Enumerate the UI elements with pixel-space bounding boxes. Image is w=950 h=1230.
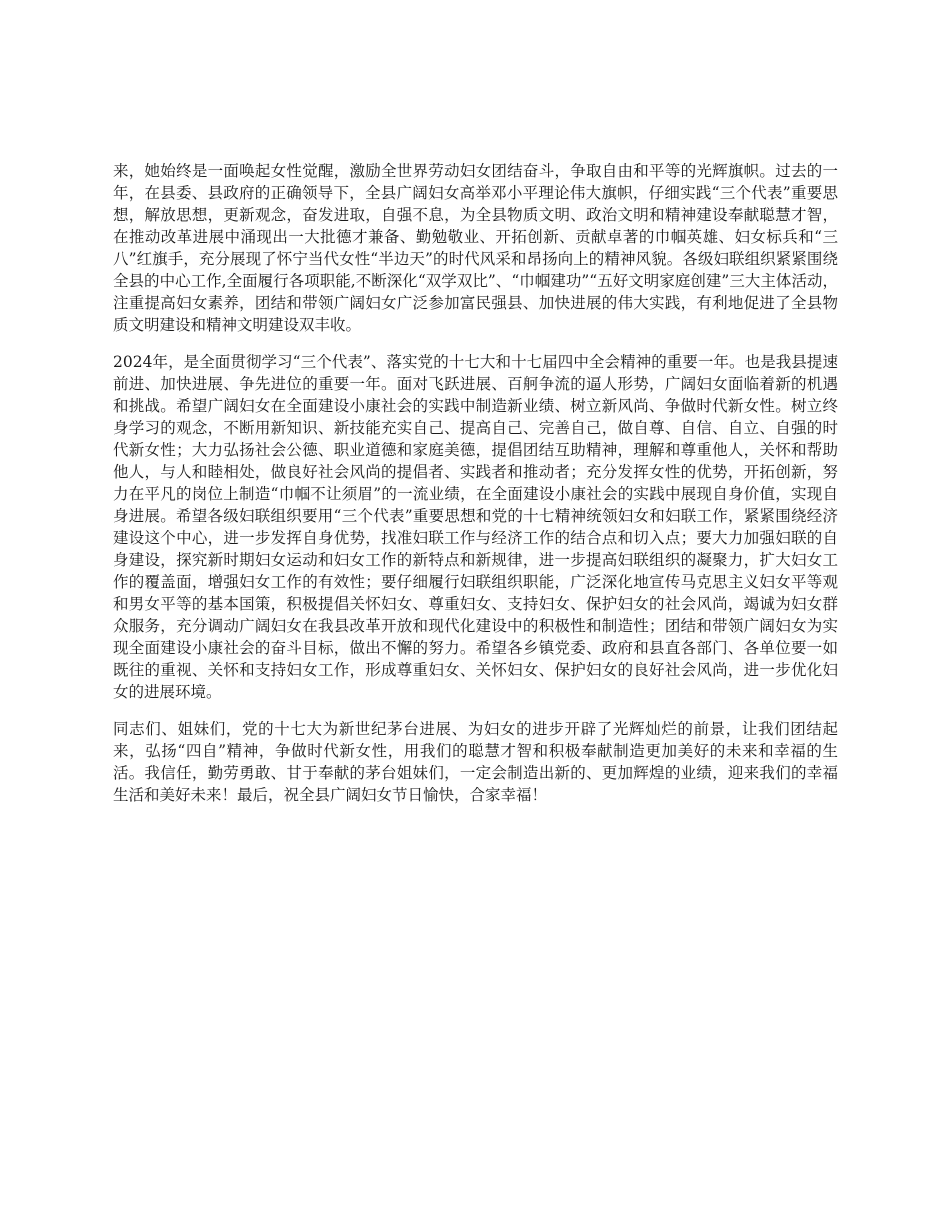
document-body [113, 160, 838, 821]
paragraph-2: 2024年，是全面贯彻学习“三个代表”、落实党的十七大和十七届四中全会精神的重要一年。也是我县提速前进、加快进展、争先进位的重要一年。面对飞跃进展、百舸争流的逼人形势，广阔妇女面临着新的机遇和挑战。希望广阔妇女在全面建设小康社会的实践中制造新业绩、树立新风尚、争做时代新女性。树立终身学习的观念，不断用新知识、新技能充实自己、提高自己、完善自己，做自尊、自信、自立、自强的时代新女性；大力弘扬社会公德、职业道德和家庭美德，提倡团结互助精神，理解和尊重他人，关怀和帮助他人，与人和睦相处，做良好社会风尚的提倡者、实践者和推动者；充分发挥女性的优势，开拓创新，努力在平凡的岗位上制造“巾帼不让须眉”的一流业绩，在全面建设小康社会的实践中展现自身价值，实现自身进展。希望各级妇联组织要用“三个代表”重要思想和党的十七精神统领妇女和妇联工作，紧紧围绕经济建设这个中心，进一步发挥自身优势，找准妇联工作与经济工作的结合点和切入点；要大力加强妇联的自身建设，探究新时期妇女运动和妇女工作的新特点和新规律，进一步提高妇联组织的凝聚力，扩大妇女工作的覆盖面，增强妇女工作的有效性；要仔细履行妇联组织职能，广泛深化地宣传马克思主义妇女平等观和男女平等的基本国策，积极提倡关怀妇女、尊重妇女、支持妇女、保护妇女的社会风尚，竭诚为妇女群众服务，充分调动广阔妇女在我县改革开放和现代化建设中的积极性和制造性；团结和带领广阔妇女为实现全面建设小康社会的奋斗目标，做出不懈的努力。希望各乡镇党委、政府和县直各部门、各单位要一如既往的重视、关怀和支持妇女工作，形成尊重妇女、关怀妇女、保护妇女的良好社会风尚，进一步优化妇女的进展环境。 [113, 353, 838, 701]
paragraph-1: 来，她始终是一面唤起女性觉醒，激励全世界劳动妇女团结奋斗，争取自由和平等的光辉旗帜。过去的一年，在县委、县政府的正确领导下，全县广阔妇女高举邓小平理论伟大旗帜，仔细实践“三个代表”重要思想，解放思想，更新观念，奋发进取，自强不息，为全县物质文明、政治文明和精神建设奉献聪慧才智，在推动改革进展中涌现出一大批德才兼备、勤勉敬业、开拓创新、贡献卓著的巾帼英雄、妇女标兵和“三八”红旗手，充分展现了怀宁当代女性“半边天”的时代风采和昂扬向上的精神风貌。各级妇联组织紧紧围绕全县的中心工作,全面履行各项职能,不断深化“双学双比”、“巾帼建功”“五好文明家庭创建”三大主体活动，注重提高妇女素养，团结和带领广阔妇女广泛参加富民强县、加快进展的伟大实践，有利地促进了全县物质文明建设和精神文明建设双丰收。 [113, 162, 838, 334]
paragraph-3: 同志们、姐妹们，党的十七大为新世纪茅台进展、为妇女的进步开辟了光辉灿烂的前景，让我们团结起来，弘扬“四自”精神，争做时代新女性，用我们的聪慧才智和积极奉献制造更加美好的未来和幸福的生活。我信任，勤劳勇敢、甘于奉献的茅台姐妹们，一定会制造出新的、更加辉煌的业绩，迎来我们的幸福生活和美好未来！最后，祝全县广阔妇女节日愉快，合家幸福！ [113, 720, 838, 804]
